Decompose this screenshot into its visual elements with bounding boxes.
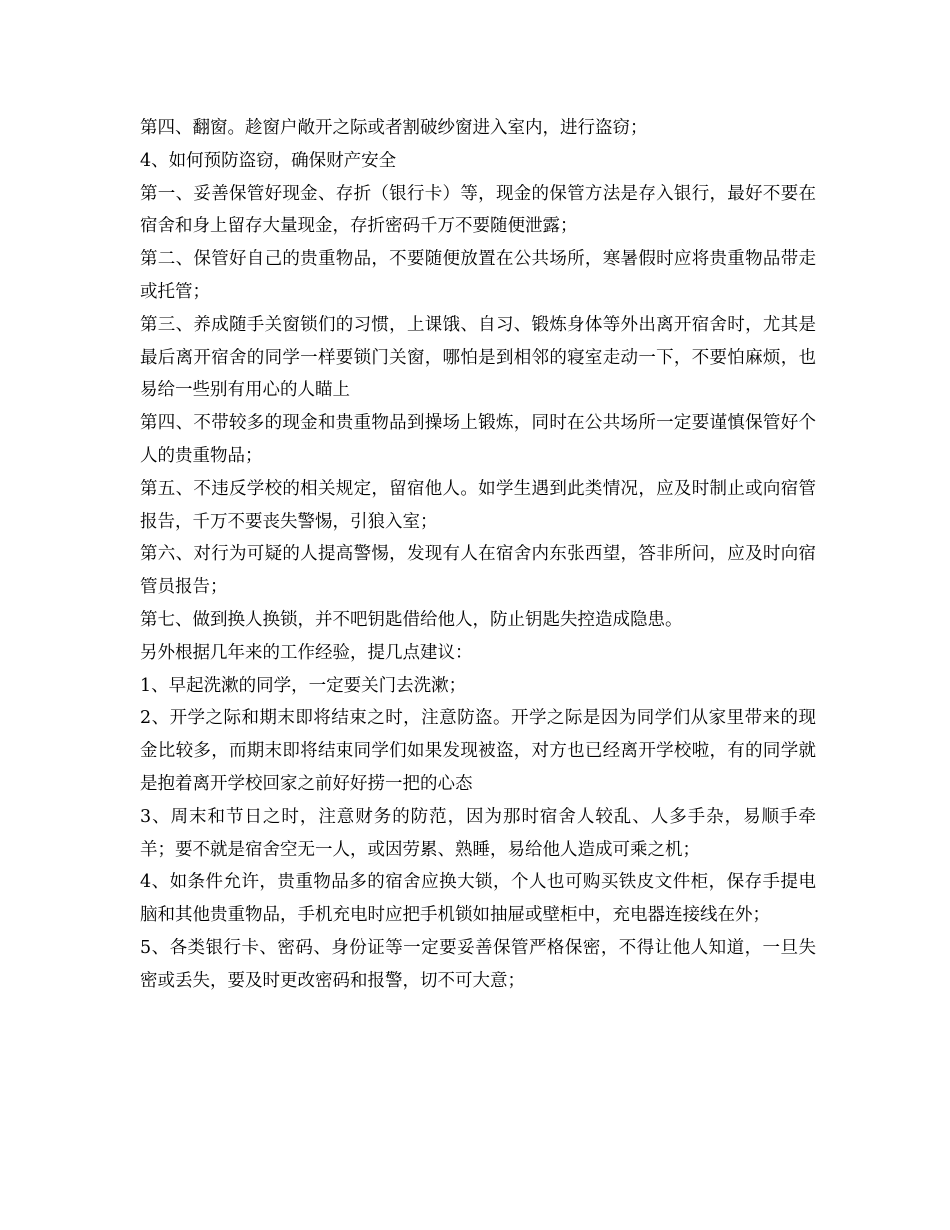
paragraph-14: 4、如条件允许，贵重物品多的宿舍应换大锁，个人也可购买铁皮文件柜，保存手提电脑和其他贵重物品，手机充电时应把手机锁如抽屉或壁柜中，充电器连接线在外； [140, 872, 816, 926]
paragraph-4: 第二、保管好自己的贵重物品，不要随便放置在公共场所，寒暑假时应将贵重物品带走或托管； [140, 249, 816, 302]
paragraph-15: 5、各类银行卡、密码、身份证等一定要妥善保管严格保密，不得让他人知道，一旦失密或丢失，要及时更改密码和报警，切不可大意； [140, 937, 816, 991]
paragraph-1: 第四、翻窗。趁窗户敞开之际或者割破纱窗进入室内，进行盗窃； [140, 118, 648, 138]
paragraph-8: 第六、对行为可疑的人提高警惕，发现有人在宿舍内东张西望，答非所问，应及时向宿管员报告； [140, 544, 816, 598]
paragraph-12: 2、开学之际和期末即将结束之时，注意防盗。开学之际是因为同学们从家里带来的现金比较多，而期末即将结束同学们如果发现被盗，对方也已经离开学校啦，有的同学就是抱着离开学校回家之前好好捞一把的心态 [140, 708, 816, 794]
paragraph-5: 第三、养成随手关窗锁们的习惯，上课饿、自习、锻炼身体等外出离开宿舍时，尤其是最后离开宿舍的同学一样要锁门关窗，哪怕是到相邻的寝室走动一下，不要怕麻烦，也易给一些别有用心的人瞄上 [140, 314, 816, 401]
paragraph-6: 第四、不带较多的现金和贵重物品到操场上锻炼，同时在公共场所一定要谨慎保管好个人的贵重物品； [140, 413, 816, 466]
document-body [140, 112, 816, 998]
paragraph-10: 另外根据几年来的工作经验，提几点建议： [140, 642, 473, 663]
paragraph-11: 1、早起洗漱的同学，一定要关门去洗漱； [140, 675, 467, 696]
paragraph-2: 4、如何预防盗窃，确保财产安全 [140, 150, 397, 171]
paragraph-3: 第一、妥善保管好现金、存折（银行卡）等，现金的保管方法是存入银行，最好不要在宿舍和身上留存大量现金，存折密码千万不要随便泄露； [140, 183, 816, 237]
paragraph-9: 第七、做到换人换锁，并不吧钥匙借给他人，防止钥匙失控造成隐患。 [140, 609, 683, 630]
paragraph-13: 3、周末和节日之时，注意财务的防范，因为那时宿舍人较乱、人多手杂，易顺手牵羊；要不就是宿舍空无一人，或因劳累、熟睡，易给他人造成可乘之机； [140, 806, 816, 860]
paragraph-7: 第五、不违反学校的相关规定，留宿他人。如学生遇到此类情况，应及时制止或向宿管报告，千万不要丧失警惕，引狼入室； [140, 478, 816, 532]
